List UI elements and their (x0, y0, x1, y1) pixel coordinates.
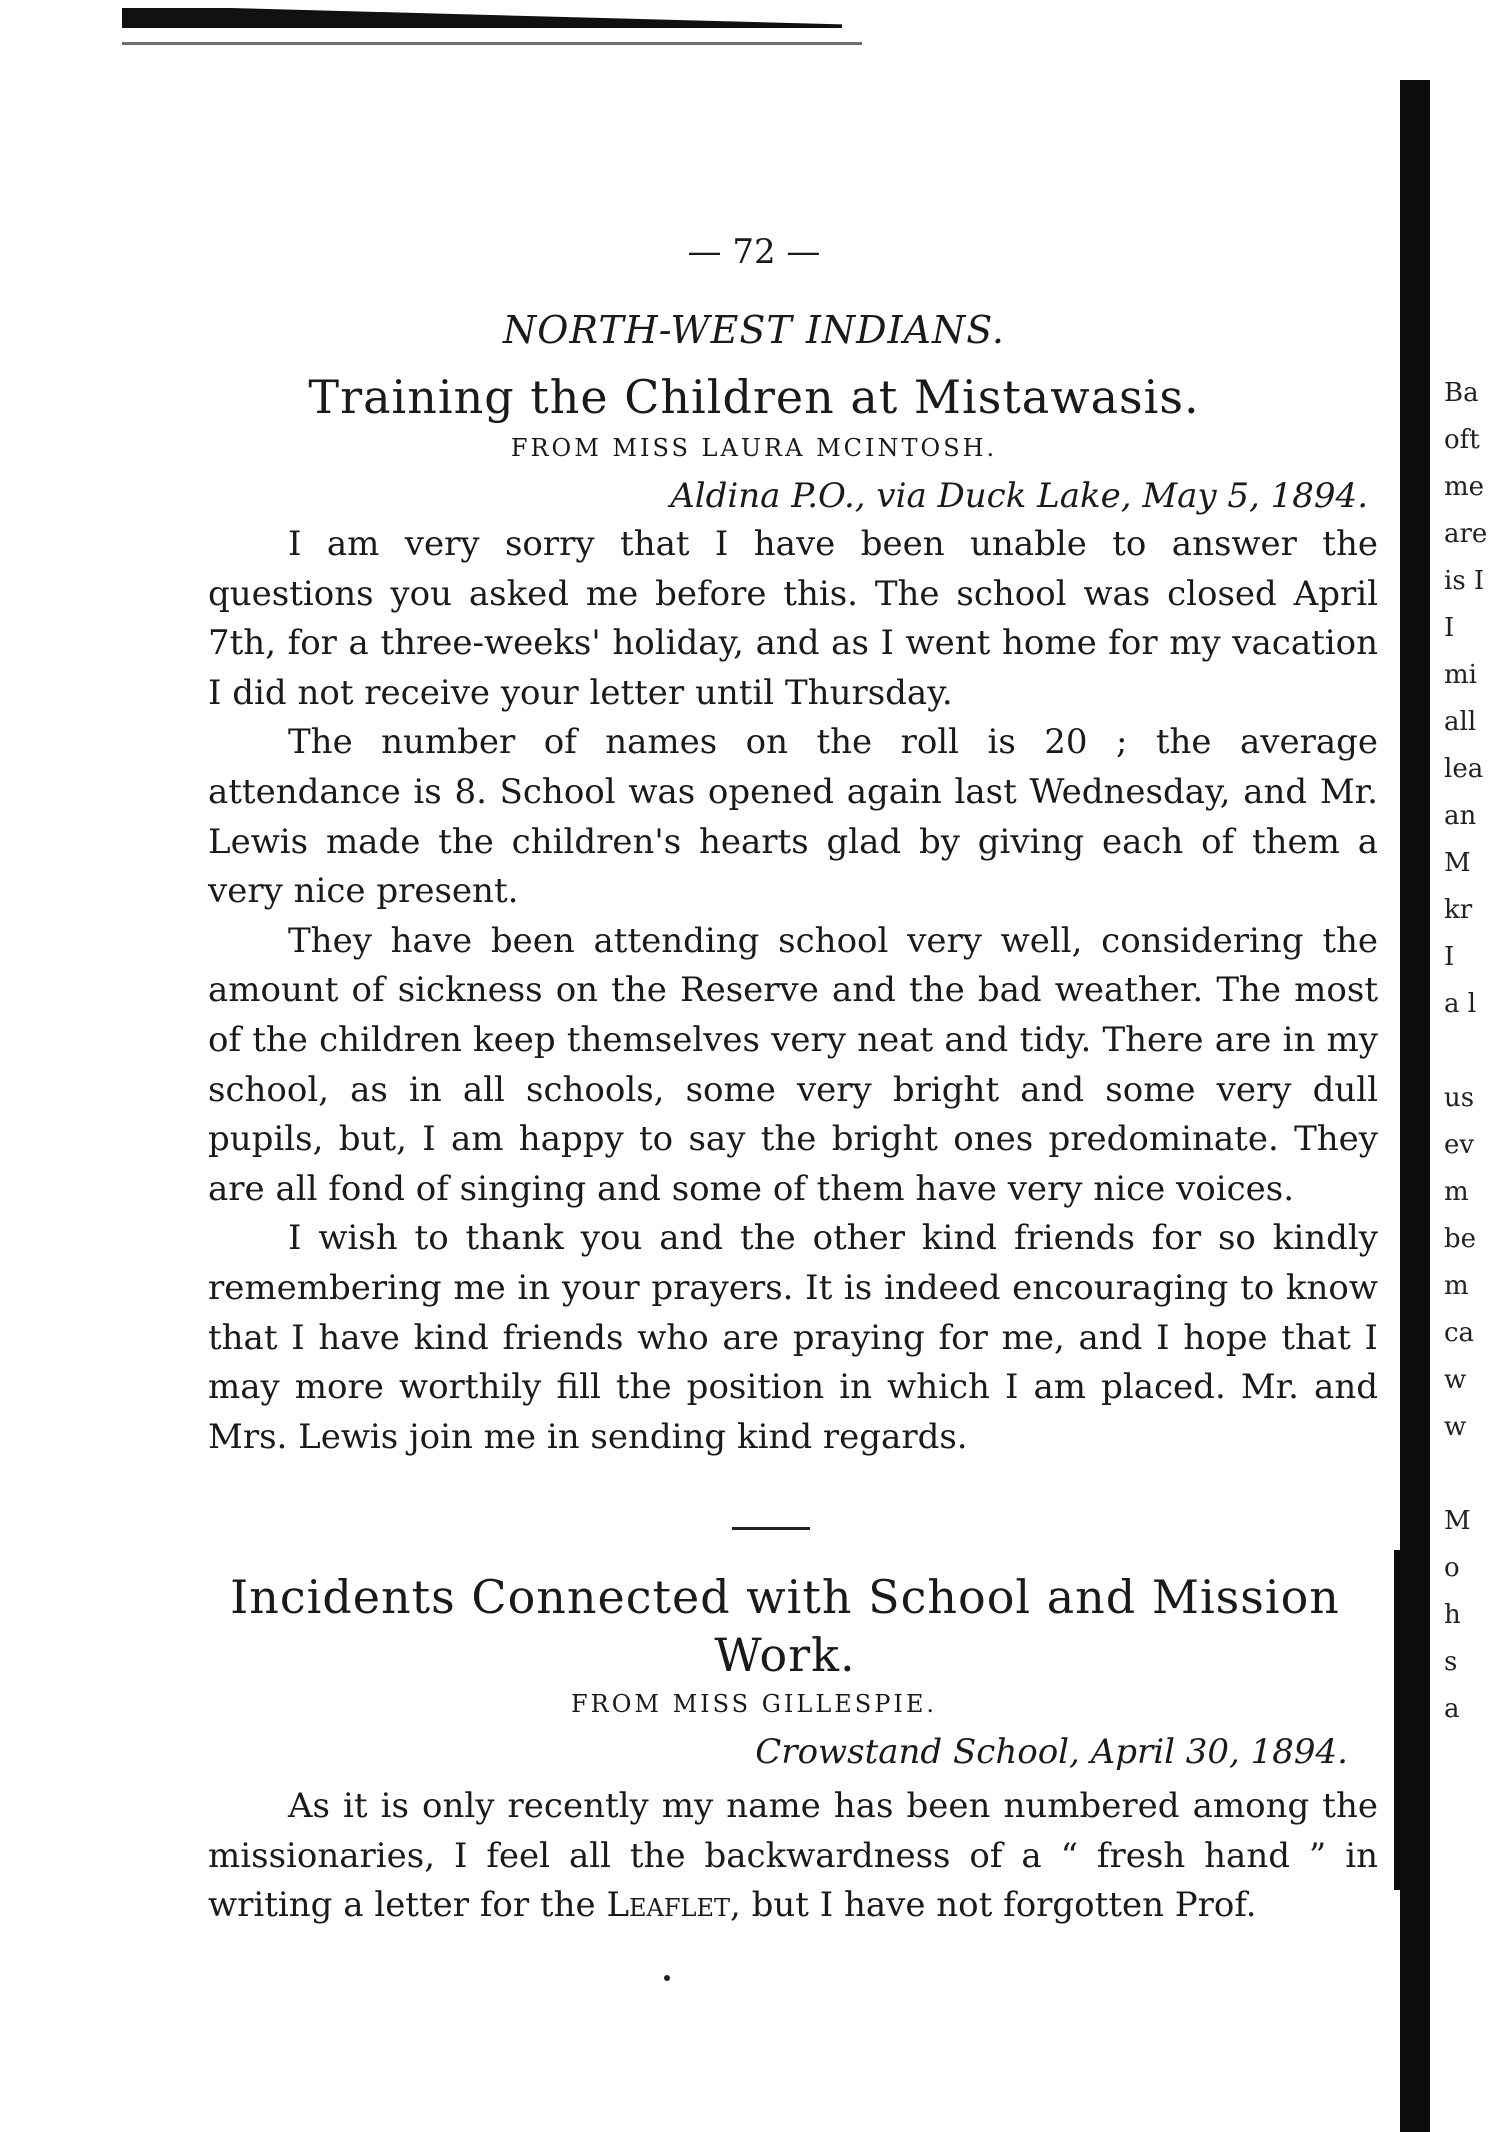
page-number: — 72 — (687, 232, 821, 272)
margin-fragment: lea (1444, 754, 1484, 784)
margin-fragment: an (1444, 801, 1477, 831)
margin-fragment: I (1444, 942, 1455, 972)
margin-fragment: w (1444, 1412, 1467, 1442)
article-title: Training the Children at Mistawasis. (308, 370, 1200, 424)
margin-fragment: I (1444, 613, 1455, 643)
paragraph: The number of names on the roll is 20 ; the average attendance is 8. School was opened again last Wednesday, and Mr. Lewis made the children's hearts glad by giving each of them a very nice present. (208, 722, 1378, 912)
margin-fragment: a (1444, 1694, 1460, 1724)
margin-fragment: oft (1444, 425, 1480, 455)
paragraph: They have been attending school very well, considering the amount of sickness on the Reserve and the bad weather. The most of the children keep themselves very neat and tidy. There are in my school, as in all schools, some very bright and some very dull pupils, but, I am happy to say the bright ones predominate. They are all fond of singing and some of them have very nice voices. (208, 920, 1378, 1209)
margin-fragment: us (1444, 1083, 1475, 1113)
margin-fragment: M (1444, 848, 1471, 878)
section-heading: NORTH-WEST INDIANS. (502, 308, 1006, 352)
margin-fragment: w (1444, 1365, 1467, 1395)
margin-fragment: is I (1444, 566, 1485, 596)
margin-fragment: Ba (1444, 378, 1479, 408)
print-speck (664, 1975, 670, 1981)
margin-fragment: a l (1444, 989, 1477, 1019)
margin-fragment: ev (1444, 1130, 1475, 1160)
article-title: Incidents Connected with School and Mission Work. (230, 1570, 1340, 1682)
margin-fragment: h (1444, 1600, 1461, 1630)
margin-fragment: ca (1444, 1318, 1475, 1348)
margin-fragment: kr (1444, 895, 1473, 925)
article-body (208, 1782, 1378, 1931)
margin-fragment: me (1444, 472, 1485, 502)
margin-fragment (1444, 1028, 1508, 1075)
article-byline: FROM MISS GILLESPIE. (570, 1690, 937, 1718)
paragraph-text: As it is only recently my name has been numbered among the missionaries, I feel all the backwardness of a “ fresh hand ” in writing a letter for the (208, 1786, 1378, 1926)
section-divider (732, 1527, 810, 1530)
margin-fragment: all (1444, 707, 1477, 737)
margin-fragment: be (1444, 1224, 1477, 1254)
paragraph-text: , but I have not forgotten Prof. (729, 1885, 1257, 1926)
article-body (208, 520, 1378, 1462)
margin-fragment: m (1444, 1271, 1469, 1301)
paragraph (208, 1782, 1378, 1931)
article-byline: FROM MISS LAURA MCINTOSH. (510, 434, 998, 462)
margin-fragment: are (1444, 519, 1488, 549)
scan-top-rule-thin (122, 42, 862, 45)
article-dateline: Crowstand School, April 30, 1894. (755, 1732, 1348, 1772)
margin-fragment: M (1444, 1506, 1471, 1536)
paragraph: I am very sorry that I have been unable to answer the questions you asked me before this. The school was closed April 7th, for a three-weeks' holiday, and as I went home for my vacation I did not receive your letter until Thursday. (208, 524, 1378, 713)
margin-fragment (1444, 1451, 1508, 1498)
margin-fragment: s (1444, 1647, 1458, 1677)
publication-name: Leaflet (606, 1885, 730, 1926)
margin-fragment: o (1444, 1553, 1460, 1583)
scan-top-rule (122, 8, 842, 28)
margin-fragment: m (1444, 1177, 1469, 1207)
article-dateline: Aldina P.O., via Duck Lake, May 5, 1894. (670, 476, 1368, 516)
paragraph: I wish to thank you and the other kind friends for so kindly remembering me in your prayers. It is indeed encouraging to know that I have kind friends who are praying for me, and I hope that I may more worthily fill the position in which I am placed. Mr. and Mrs. Lewis join me in sending kind regards. (208, 1218, 1378, 1457)
facing-page-fragments (1444, 370, 1508, 1733)
margin-fragment: mi (1444, 660, 1477, 690)
